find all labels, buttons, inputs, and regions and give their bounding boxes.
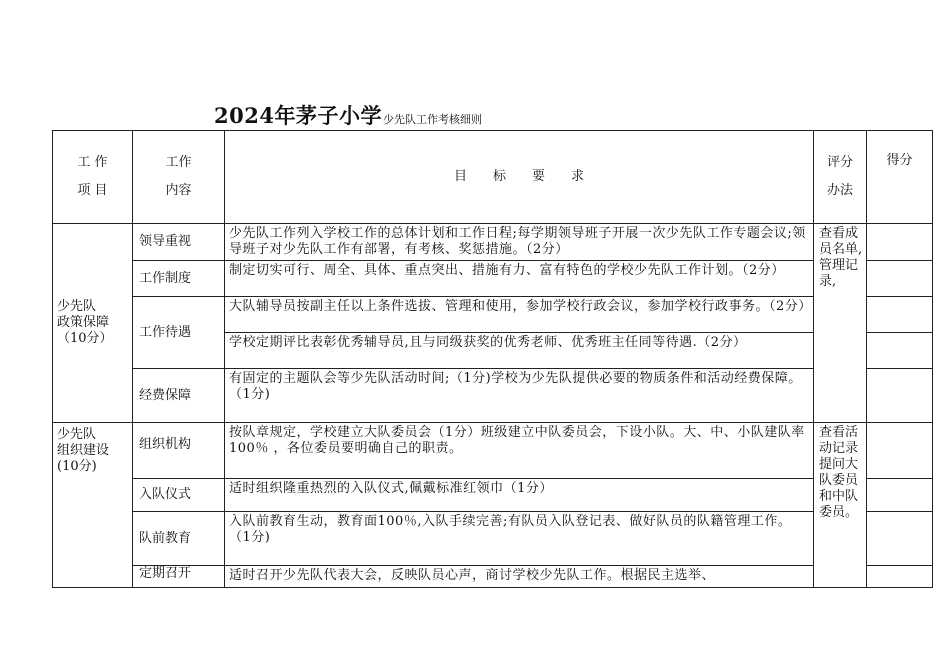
score-cell[interactable]	[867, 566, 933, 588]
requirement-text: 按队章规定，学校建立大队委员会（1分）班级建立中队委员会，下设小队。大、中、小队建队率100％ ，各位委员要明确自己的职责。	[225, 423, 814, 479]
title-main: 2024年茅子小学	[214, 103, 382, 128]
item-label: 队前教育	[133, 512, 225, 566]
requirement-text: 适时组织隆重热烈的入队仪式,佩戴标准红领巾（1分）	[225, 479, 814, 512]
assessment-table	[52, 130, 933, 588]
score-cell[interactable]	[867, 512, 933, 566]
score-cell[interactable]	[867, 297, 933, 333]
score-cell[interactable]	[867, 369, 933, 423]
header-row	[53, 131, 933, 224]
score-cell[interactable]	[867, 224, 933, 261]
category-policy: 少先队 政策保障 （10分）	[53, 224, 133, 423]
score-cell[interactable]	[867, 423, 933, 479]
item-label: 定期召开	[133, 566, 225, 588]
item-label: 工作制度	[133, 261, 225, 297]
header-method: 评分 办法	[814, 131, 867, 224]
header-requirement: 目 标 要 求	[225, 131, 814, 224]
requirement-text: 少先队工作列入学校工作的总体计划和工作日程;每学期领导班子开展一次少先队工作专题会议;领导班子对少先队工作有部署，有考核、奖惩措施。（2分）	[225, 224, 814, 261]
requirement-text: 有固定的主题队会等少先队活动时间;（1分)学校为少先队提供必要的物质条件和活动经费保障。 （1分)	[225, 369, 814, 423]
requirement-text: 适时召开少先队代表大会，反映队员心声，商讨学校少先队工作。根据民主选举、	[225, 566, 814, 588]
score-cell[interactable]	[867, 333, 933, 369]
table-row	[53, 224, 933, 261]
score-cell[interactable]	[867, 479, 933, 512]
method-text: 查看成员名单,管理记录,	[814, 224, 867, 423]
item-label: 经费保障	[133, 369, 225, 423]
table-row	[53, 297, 933, 333]
item-label: 组织机构	[133, 423, 225, 479]
table-row	[53, 566, 933, 588]
score-cell[interactable]	[867, 261, 933, 297]
item-label: 工作待遇	[133, 297, 225, 369]
requirement-text: 大队辅导员按副主任以上条件选拔、管理和使用，参加学校行政会议，参加学校行政事务。（2分）	[225, 297, 814, 333]
table-row	[53, 369, 933, 423]
header-content: 工作 内容	[133, 131, 225, 224]
item-label: 入队仪式	[133, 479, 225, 512]
item-label: 领导重视	[133, 224, 225, 261]
table-row	[53, 512, 933, 566]
table-row	[53, 261, 933, 297]
table-row	[53, 479, 933, 512]
method-text: 查看活动记录提问大队委员和中队委员。	[814, 423, 867, 588]
document-title	[214, 100, 482, 130]
header-score: 得分	[867, 131, 933, 224]
table-row	[53, 423, 933, 479]
requirement-text: 制定切实可行、周全、具体、重点突出、措施有力、富有特色的学校少先队工作计划。（2分）	[225, 261, 814, 297]
requirement-text: 学校定期评比表彰优秀辅导员,且与同级获奖的优秀老师、优秀班主任同等待遇.（2分）	[225, 333, 814, 369]
header-project: 工 作 项 目	[53, 131, 133, 224]
category-organization: 少先队 组织建设 (10分)	[53, 423, 133, 588]
requirement-text: 入队前教育生动，教育面100％,入队手续完善;有队员入队登记表、做好队员的队籍管理工作。 （1分)	[225, 512, 814, 566]
title-sub: 少先队工作考核细则	[382, 113, 482, 126]
